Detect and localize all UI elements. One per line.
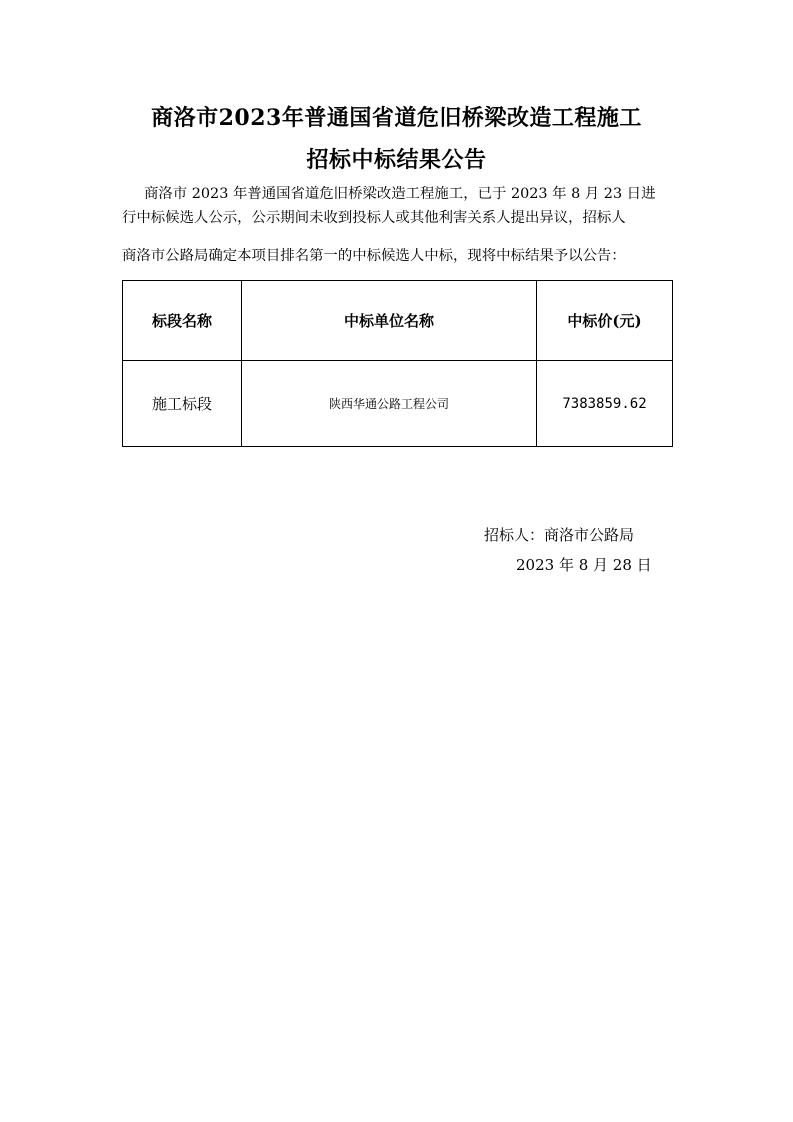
announcement-paragraph-line3: 商洛市公路局确定本项目排名第一的中标候选人中标，现将中标结果予以公告： bbox=[122, 248, 626, 264]
header-winning-price: 中标价(元) bbox=[537, 281, 673, 361]
cell-winning-price: 7383859.62 bbox=[537, 361, 673, 447]
table-row bbox=[123, 361, 673, 447]
bid-result-table bbox=[122, 280, 673, 447]
table-header-row bbox=[123, 281, 673, 361]
announcement-paragraph-line2: 行中标候选人公示，公示期间未收到投标人或其他利害关系人提出异议，招标人 bbox=[122, 210, 626, 226]
header-section-name: 标段名称 bbox=[123, 281, 242, 361]
document-title-line2: 招标中标结果公告 bbox=[306, 147, 487, 173]
header-winning-company: 中标单位名称 bbox=[242, 281, 537, 361]
cell-section-name: 施工标段 bbox=[123, 361, 242, 447]
document-title-line1: 商洛市2023年普通国省道危旧桥梁改造工程施工 bbox=[151, 105, 642, 131]
cell-winning-company: 陕西华通公路工程公司 bbox=[242, 361, 537, 447]
tenderer-signature: 招标人：商洛市公路局 bbox=[484, 526, 635, 544]
announcement-date: 2023 年 8 月 28 日 bbox=[516, 556, 652, 574]
announcement-paragraph-line1: 商洛市 2023 年普通国省道危旧桥梁改造工程施工，已于 2023 年 8 月 23 日进 bbox=[144, 186, 656, 202]
